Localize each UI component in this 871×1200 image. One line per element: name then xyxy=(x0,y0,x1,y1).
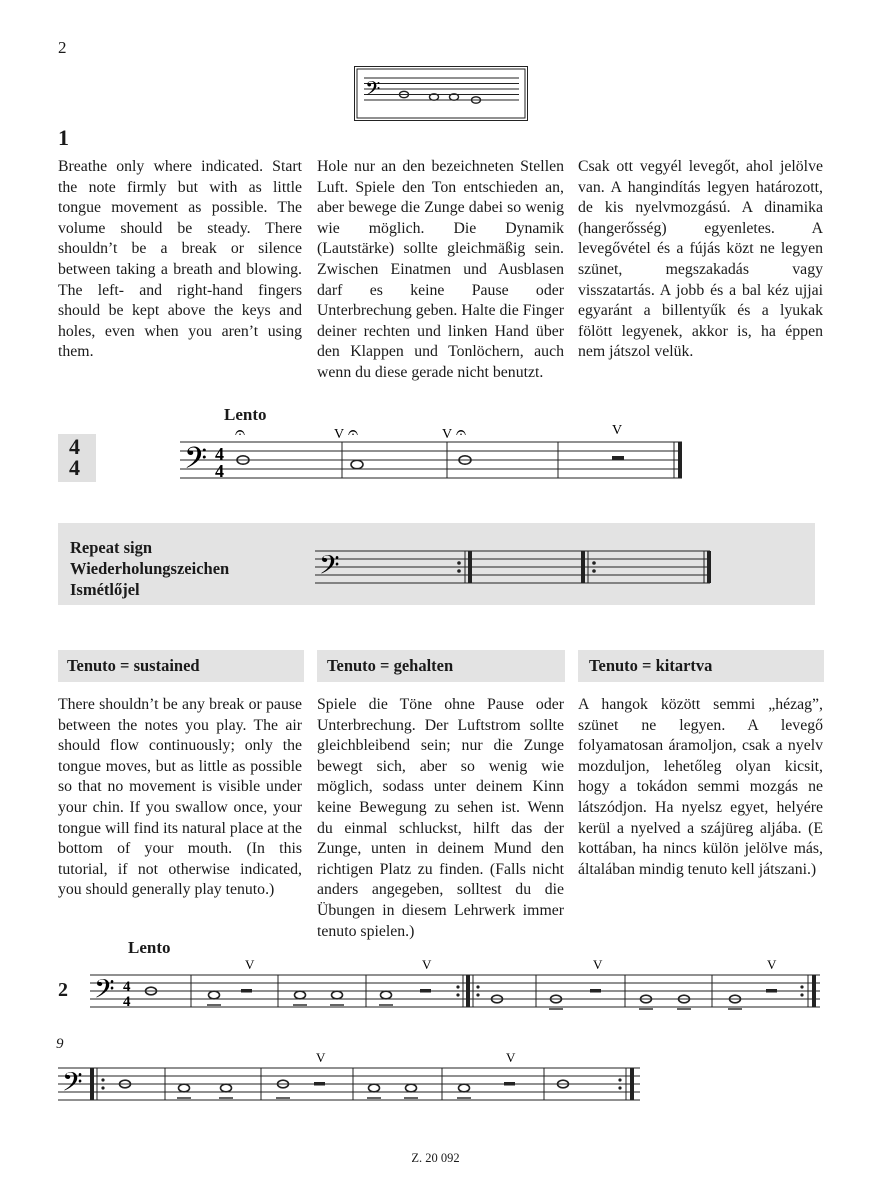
tenuto-heading-english: Tenuto = sustained xyxy=(67,656,200,675)
svg-text:V: V xyxy=(442,427,453,442)
svg-text:𝄢: 𝄢 xyxy=(365,77,381,105)
svg-text:4: 4 xyxy=(215,444,224,464)
repeat-sign-staff xyxy=(315,537,715,597)
tempo-marking-1: Lento xyxy=(224,405,267,424)
time-signature-top: 4 xyxy=(69,434,80,459)
svg-text:4: 4 xyxy=(123,979,131,995)
exercise-2-number: 2 xyxy=(58,979,68,1001)
svg-text:𝄐: 𝄐 xyxy=(348,422,359,442)
exercise-1-text-english: Breathe only where indicated. Start the note firmly but with as little tongue movement as possible. The volume should be steady. There shouldn’t be a break or silence between taking a breath and blowing. The left- and right-hand fingers should be kept above the keys and holes, even when you aren’t using them. xyxy=(58,158,302,361)
tempo-marking-2: Lento xyxy=(128,938,171,957)
exercise-1-text-hungarian: Csak ott vegyél levegőt, ahol jelölve van. A hangindítás legyen határozott, de kis nyelvmozgású. A dinamika (hangerősség) egyenletes. A levegővétel és a fújás közt ne legyen szünet, megszakadás vagy visszatartás. A jobb és a bal kéz ujjai egyaránt a billentyűk és a lyukak fölött legyenek, akkor is, ha éppen nem játszol velük. xyxy=(578,158,823,361)
exercise-1-staff xyxy=(180,420,690,490)
svg-text:𝄢: 𝄢 xyxy=(94,973,115,1011)
svg-text:V: V xyxy=(316,1050,326,1065)
repeat-sign-german: Wiederholungszeichen xyxy=(70,559,230,578)
svg-text:V: V xyxy=(506,1050,516,1065)
svg-text:𝄐: 𝄐 xyxy=(235,422,246,442)
measure-number-9: 9 xyxy=(56,1036,64,1052)
repeat-sign-english: Repeat sign xyxy=(70,538,153,557)
svg-text:V: V xyxy=(422,957,432,972)
tenuto-heading-german: Tenuto = gehalten xyxy=(327,656,454,675)
svg-text:V: V xyxy=(612,423,623,438)
exercise-2-staff xyxy=(90,955,830,1015)
svg-text:V: V xyxy=(593,957,603,972)
svg-text:4: 4 xyxy=(215,461,224,481)
svg-text:𝄢: 𝄢 xyxy=(319,549,340,587)
time-signature-box xyxy=(58,434,96,482)
svg-text:𝄢: 𝄢 xyxy=(62,1066,83,1104)
time-signature-bottom: 4 xyxy=(69,455,80,480)
repeat-sign-hungarian: Ismétlőjel xyxy=(70,580,140,599)
svg-text:𝄢: 𝄢 xyxy=(184,442,208,483)
footer-code: Z. 20 092 xyxy=(411,1151,460,1165)
tenuto-text-german: Spiele die Töne ohne Pause oder Unterbrechung. Der Luftstrom sollte gleichbleibend sein; nur die Zunge bewegt sich, aber so wenig wie möglich, sodass unter deinem Kinn keine Bewegung zu sehen ist. Wenn du einmal schluckst, hilft das der Zunge, unten in deinem Mund den richtigen Platz zu finden. (Falls nicht anders angegeben, solltest du die Übungen in diesem Lehrwerk immer tenuto spielen.) xyxy=(317,696,564,940)
exercise-1-text-german: Hole nur an den bezeichneten Stellen Luft. Spiele den Ton entschieden an, aber bewege die Zunge dabei so wenig wie möglich. Die Dynamik (Lautstärke) sollte gleichmäßig sein. Zwischen Einatmen und Ausblasen darf es keine Pause oder Unterbrechung geben. Halte die Finger deiner rechten und linken Hand über den Klappen und Tonlöchern, auch wenn du diese gerade nicht benutzt. xyxy=(317,158,564,381)
repeat-sign-labels xyxy=(70,537,229,600)
tenuto-text-hungarian: A hangok között semmi „hézag”, szünet ne legyen. A levegő folyamatosan áramoljon, csak a nyelv mozduljon, lehetőleg olyan kicsit, hogy a tokádon semmi mozgás ne látszódjon. Ha nyelsz egyet, helyére kerül a nyelved a szájüreg aljába. (E kottában, ha nincs külön jelölve más, általában mindig tenuto kell játszani.) xyxy=(578,696,823,878)
exercise-1-number: 1 xyxy=(58,125,69,150)
note-range-box xyxy=(354,66,529,122)
tenuto-heading-hungarian: Tenuto = kitartva xyxy=(589,656,713,675)
svg-text:V: V xyxy=(245,957,255,972)
svg-text:V: V xyxy=(767,957,777,972)
tenuto-text-english: There shouldn’t be any break or pause between the notes you play. The air should flow continuously; only the tongue moves, but as little as possible so that no movement is visible under your chin. If you swallow once, your tongue will find its natural place at the bottom of your mouth. (In this tutorial, if not otherwise indicated, you should generally play tenuto.) xyxy=(58,696,302,899)
svg-text:V: V xyxy=(334,427,345,442)
page-number: 2 xyxy=(58,38,67,57)
svg-text:𝄐: 𝄐 xyxy=(456,422,467,442)
exercise-2-staff-line-2 xyxy=(58,1052,658,1112)
svg-text:4: 4 xyxy=(123,994,131,1010)
